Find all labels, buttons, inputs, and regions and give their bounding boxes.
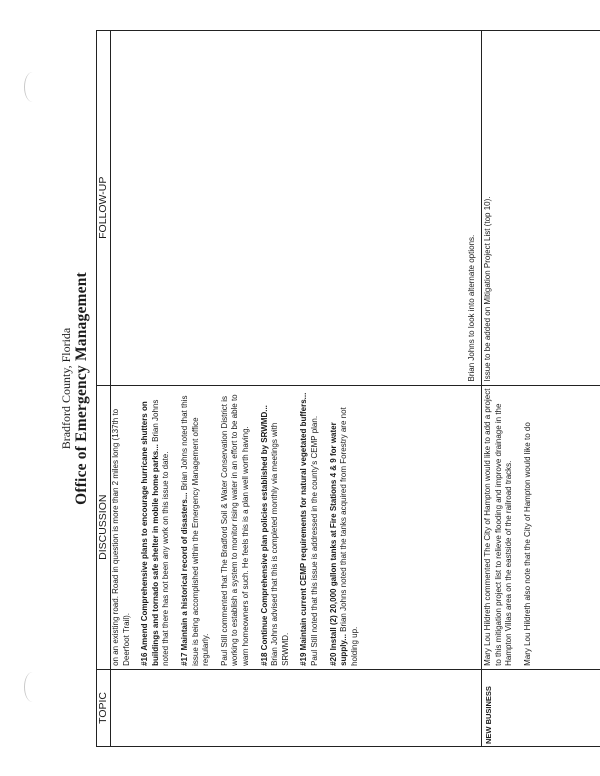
item-17-title: #17 Maintain a historical record of disasters... [179, 492, 189, 666]
column-header-discussion: DISCUSSION [97, 385, 111, 669]
binder-hole-bottom [24, 672, 41, 702]
table-row [111, 31, 482, 747]
table-header-row [97, 31, 111, 747]
column-header-topic: TOPIC [97, 669, 111, 746]
followup-text: Issue to be added on Mitigation Project List (top 10). [483, 196, 492, 382]
county-name: Bradford County, Florida [59, 327, 73, 450]
item-18-body: Brian Johns advised that this is completed monthly via meetings with SRWMD. [270, 422, 290, 666]
minutes-table [96, 30, 600, 747]
item-20-body: Brian Johns noted that the tanks acquired from Forestry are not holding up. [339, 407, 359, 666]
item-20-title: #20 Install (2) 20,000 gallon tanks at Fire Stations 4 & 9 for water supply... [328, 422, 349, 666]
discussion-cell [111, 385, 482, 669]
column-header-followup: FOLLOW-UP [97, 31, 111, 386]
discussion-paragraph: on an existing road. Road in question is more than 2 miles long (137th to Deerfoot Trail). [111, 408, 131, 666]
followup-cell [111, 31, 482, 386]
document-header [59, 30, 90, 747]
item-17 [180, 389, 212, 666]
item-19-title: #19 Maintain current CEMP requirements for natural vegetated buffers... [299, 392, 309, 666]
item-17-body: Brian Johns noted that this issue is being accomplished within the Emergency Management office regularly. [179, 395, 211, 666]
paul-still-comment: Paul Still commented that The Bradford Soil & Water Conservation District is working to establish a system to monitor rising water in an effort to be able to warn homeowners of such. He feels this is a plan well worth having. [219, 394, 250, 666]
item-19 [299, 389, 320, 666]
item-18-title: #18 Continue Comprehensive plan policies established by SRWMD... [259, 405, 269, 666]
item-16-body: Brian Johns noted that there has not been any work on this issue to date. [150, 399, 171, 666]
office-title: Office of Emergency Management [73, 272, 90, 505]
item-16 [140, 389, 172, 666]
new-business-label: NEW BUSINESS [484, 686, 493, 744]
rotated-page [57, 30, 576, 747]
item-18 [260, 389, 292, 666]
topic-cell [482, 669, 600, 746]
followup-text: Brian Johns to look into alternate options. [467, 234, 477, 382]
followup-cell [482, 31, 600, 386]
item-20 [329, 389, 361, 666]
discussion-cell [482, 385, 600, 669]
discussion-paragraph: Mary Lou Hildreth commented The City of Hampton would like to add a project to this mitigation project list to relieve flooding and improve drainage in the Hampton Villas area on the eastside of the railroad tracks. [483, 388, 514, 666]
binder-hole-top [24, 72, 41, 102]
discussion-paragraph: Mary Lou Hildreth also note that the City of Hampton would like to do [522, 422, 532, 666]
topic-cell [111, 669, 482, 746]
item-19-body: Paul Still noted that this issue is addressed in the county's CEMP plan. [309, 415, 319, 666]
table-row [482, 31, 600, 747]
item-16-title: #16 Amend Comprehensive plans to encourage hurricane shutters on buildings and tornado safe shelter in mobile home parks... [140, 401, 160, 666]
